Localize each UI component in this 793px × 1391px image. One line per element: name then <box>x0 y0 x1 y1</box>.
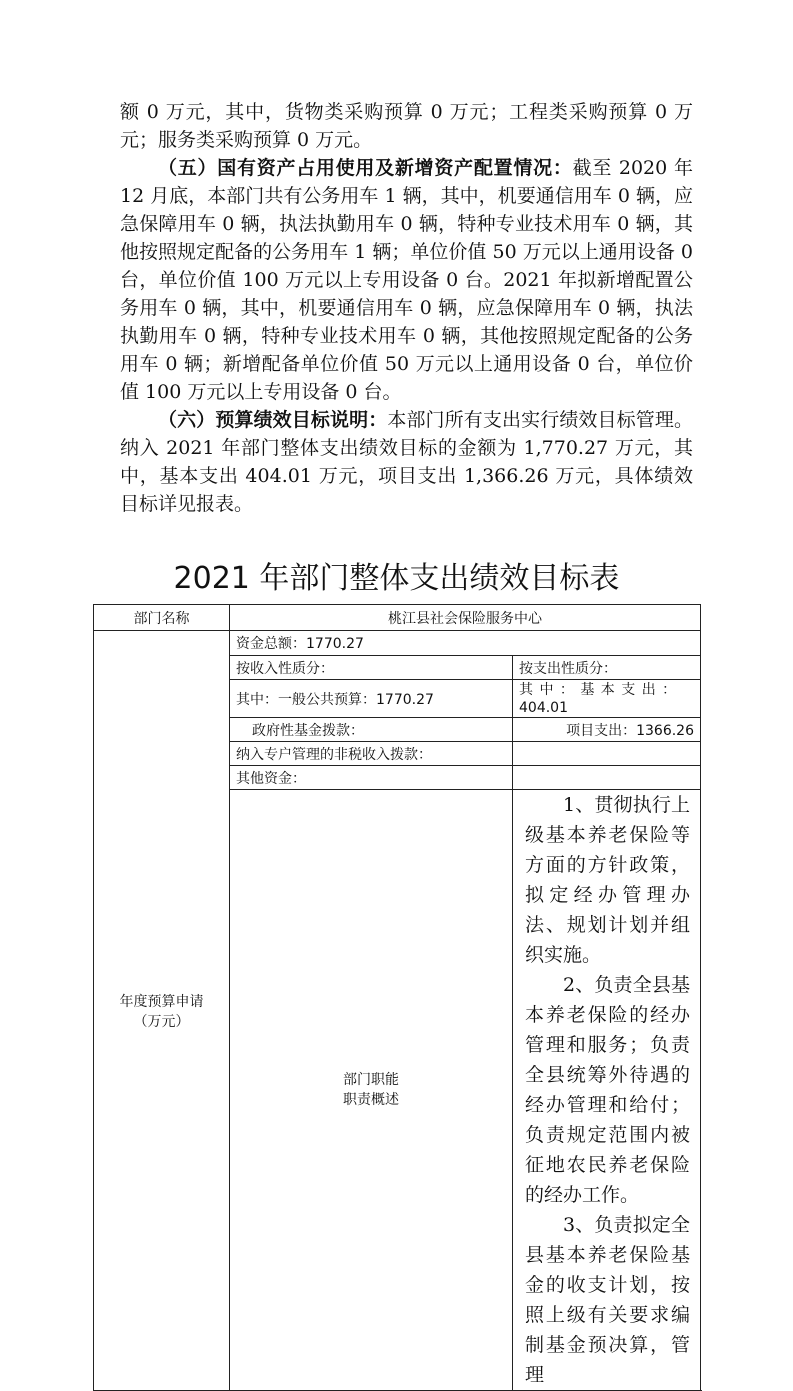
by-expense-label: 按支出性质分： <box>513 656 701 680</box>
performance-text: 本部门所有支出实行绩效目标管理。纳入 2021 年部门整体支出绩效目标的金额为 1,770.27 万元，其中，基本支出 404.01 万元，项目支出 1,366.26 万元，具体绩效目标详见报表。 <box>120 409 693 515</box>
assets-text: 截至 2020 年 12 月底，本部门共有公务用车 1 辆，其中，机要通信用车 0 辆，应急保障用车 0 辆，执法执勤用车 0 辆，特种专业技术用车 0 辆，其他按照规定配备的公务用车 1 辆；单位价值 50 万元以上通用设备 0 台，单位价值 100 万元以上专用设备 0 台。2021 年拟新增配置公务用车 0 辆，其中，机要通信用车 0 辆，应急保障用车 0 辆，执法执勤用车 0 辆，特种专业技术用车 0 辆，其他按照规定配备的公务用车 0 辆；新增配备单位价值 50 万元以上通用设备 0 台，单位价值 100 万元以上专用设备 0 台。 <box>120 157 693 403</box>
annual-budget-label-line2: （万元） <box>133 1013 190 1030</box>
project-expense-label: 项目支出： <box>566 722 637 739</box>
duty-label <box>230 790 513 1391</box>
general-budget-cell <box>230 680 513 718</box>
table-row <box>94 631 701 656</box>
gov-fund-label: 政府性基金拨款： <box>230 718 513 742</box>
project-expense-cell <box>513 718 701 742</box>
duty-label-line1: 部门职能 <box>343 1072 399 1088</box>
total-funds-label: 资金总额： <box>236 636 306 652</box>
duty-item: 3、负责拟定全县基本养老保险基金的收支计划，按照上级有关要求编制基金预决算，管理 <box>525 1214 690 1386</box>
basic-expense-label: 其 中 ： 基 本 支 出 ： <box>519 681 678 698</box>
paragraph-assets <box>120 154 693 406</box>
other-funds-label: 其他资金： <box>230 766 513 790</box>
paragraph-procurement: 额 0 万元，其中，货物类采购预算 0 万元；工程类采购预算 0 万元；服务类采购预算 0 万元。 <box>120 101 693 151</box>
table-title: 2021 年部门整体支出绩效目标表 <box>173 561 620 596</box>
basic-expense-cell <box>513 680 701 718</box>
annual-budget-label <box>94 631 230 1391</box>
section-heading-assets: （五）国有资产占用使用及新增资产配置情况： <box>158 157 573 179</box>
performance-target-table <box>93 604 701 1391</box>
dept-name-label: 部门名称 <box>94 605 230 631</box>
duty-description <box>513 790 701 1391</box>
basic-expense-value: 404.01 <box>519 699 568 716</box>
total-funds-value: 1770.27 <box>306 636 364 652</box>
duty-label-line2: 职责概述 <box>343 1092 399 1108</box>
by-income-label: 按收入性质分： <box>230 656 513 680</box>
annual-budget-label-line1: 年度预算申请 <box>119 993 204 1010</box>
general-budget-label: 其中：一般公共预算： <box>236 691 376 708</box>
duty-item: 1、贯彻执行上级基本养老保险等方面的方针政策，拟定经办管理办法、规划计划并组织实施。 <box>525 794 690 966</box>
project-expense-value: 1366.26 <box>636 722 694 739</box>
dept-name-value: 桃江县社会保险服务中心 <box>230 605 701 631</box>
other-funds-value <box>513 766 701 790</box>
paragraph-performance <box>120 406 693 518</box>
section-heading-performance: （六）预算绩效目标说明： <box>158 409 388 431</box>
total-funds-cell <box>230 631 701 656</box>
table-row <box>94 605 701 631</box>
body-text <box>120 98 693 518</box>
nontax-value <box>513 742 701 766</box>
general-budget-value: 1770.27 <box>376 691 434 708</box>
nontax-label: 纳入专户管理的非税收入拨款： <box>230 742 513 766</box>
duty-item: 2、负责全县基本养老保险的经办管理和服务；负责全县统筹外待遇的经办管理和给付；负责规定范围内被征地农民养老保险的经办工作。 <box>525 974 690 1206</box>
